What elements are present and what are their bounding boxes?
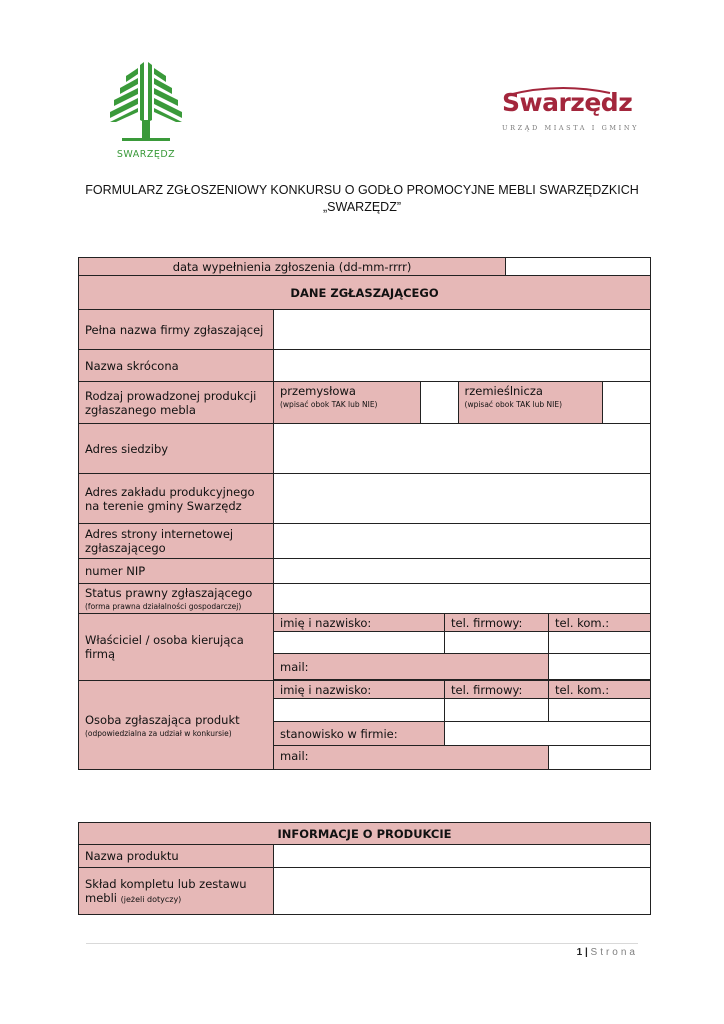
owner-name-label: imię i nazwisko:: [274, 614, 445, 632]
plant-address-label: Adres zakładu produkcyjnego na terenie gminy Swarzędz: [79, 474, 274, 524]
website-field[interactable]: [274, 524, 651, 559]
page-number: 1: [576, 947, 583, 958]
production-type-label: Rodzaj prowadzonej produkcji zgłaszanego mebla: [79, 382, 274, 424]
page-footer: [500, 947, 638, 958]
set-composition-cell: [79, 868, 274, 915]
owner-mail-label: mail:: [274, 654, 549, 680]
industrial-input[interactable]: [420, 382, 458, 423]
industrial-hint: (wpisać obok TAK lub NIE): [280, 400, 378, 409]
applicant-tel-office-field[interactable]: [445, 699, 549, 722]
applicant-tel-office-label: tel. firmowy:: [445, 681, 549, 699]
website-label: Adres strony internetowej zgłaszającego: [79, 524, 274, 559]
address-label: Adres siedziby: [79, 424, 274, 474]
nip-field[interactable]: [274, 559, 651, 584]
swarzedz-city-logo: [498, 86, 639, 136]
applicant-form-table: [78, 257, 651, 770]
date-input[interactable]: [506, 258, 651, 276]
product-name-label: Nazwa produktu: [79, 845, 274, 868]
title-line-2: „SWARZĘDZ”: [323, 200, 401, 214]
footer-divider: [86, 943, 638, 944]
right-logo-brand: Swarzędz: [502, 88, 633, 117]
set-composition-label: Skład kompletu lub zestawu mebli: [85, 877, 247, 905]
address-field[interactable]: [274, 424, 651, 474]
product-info-table: [78, 822, 651, 915]
set-composition-field[interactable]: [274, 868, 651, 915]
applicant-mail-field[interactable]: [549, 746, 651, 770]
legal-status-label: Status prawny zgłaszającego: [85, 586, 253, 600]
section-applicant-data: DANE ZGŁASZAJĄCEGO: [79, 276, 651, 310]
owner-tel-office-field[interactable]: [445, 632, 549, 654]
owner-tel-mobile-label: tel. kom.:: [549, 614, 651, 632]
nip-label: numer NIP: [79, 559, 274, 584]
page-separator: |: [584, 947, 588, 958]
date-label: data wypełnienia zgłoszenia (dd-mm-rrrr): [79, 258, 506, 276]
owner-tel-mobile-field[interactable]: [549, 632, 651, 654]
legal-status-hint: (forma prawna działalności gospodarczej): [85, 602, 242, 611]
document-title: [60, 182, 664, 216]
owner-name-field[interactable]: [274, 632, 445, 654]
short-name-label: Nazwa skrócona: [79, 350, 274, 382]
legal-status-cell: [79, 584, 274, 614]
applicant-position-label: stanowisko w firmie:: [274, 722, 445, 746]
craft-hint: (wpisać obok TAK lub NIE): [464, 400, 562, 409]
owner-mail-field[interactable]: [549, 654, 651, 680]
craft-input[interactable]: [602, 382, 650, 423]
industrial-cell: [274, 382, 420, 423]
full-name-label: Pełna nazwa firmy zgłaszającej: [79, 310, 274, 350]
plant-address-field[interactable]: [274, 474, 651, 524]
applicant-tel-mobile-field[interactable]: [549, 699, 651, 722]
set-composition-hint: (jeżeli dotyczy): [120, 895, 182, 904]
owner-tel-office-label: tel. firmowy:: [445, 614, 549, 632]
industrial-label: przemysłowa: [280, 384, 356, 398]
full-name-field[interactable]: [274, 310, 651, 350]
owner-label: Właściciel / osoba kierująca firmą: [79, 614, 274, 681]
product-name-field[interactable]: [274, 845, 651, 868]
right-logo-subtitle: URZĄD MIASTA I GMINY: [502, 124, 639, 132]
tree-logo-icon: [96, 52, 196, 148]
page-label: Strona: [590, 947, 638, 958]
applicant-name-label: imię i nazwisko:: [274, 681, 445, 699]
applicant-name-field[interactable]: [274, 699, 445, 722]
swarzedz-tree-logo: [96, 52, 196, 164]
applicant-cell: [79, 681, 274, 770]
craft-label: rzemieślnicza: [464, 384, 543, 398]
left-logo-brand: SWARZĘDZ: [116, 149, 176, 160]
short-name-field[interactable]: [274, 350, 651, 382]
applicant-tel-mobile-label: tel. kom.:: [549, 681, 651, 699]
legal-status-field[interactable]: [274, 584, 651, 614]
applicant-label: Osoba zgłaszająca produkt: [85, 712, 240, 727]
applicant-hint: (odpowiedzialna za udział w konkursie): [85, 728, 232, 738]
section-product-info: INFORMACJE O PRODUKCIE: [79, 823, 651, 845]
production-type-subtable: [274, 382, 650, 423]
craft-cell: [458, 382, 602, 423]
applicant-mail-label: mail:: [274, 746, 549, 770]
applicant-position-field[interactable]: [445, 722, 651, 746]
title-line-1: FORMULARZ ZGŁOSZENIOWY KONKURSU O GODŁO PROMOCYJNE MEBLI SWARZĘDZKICH: [85, 183, 639, 197]
